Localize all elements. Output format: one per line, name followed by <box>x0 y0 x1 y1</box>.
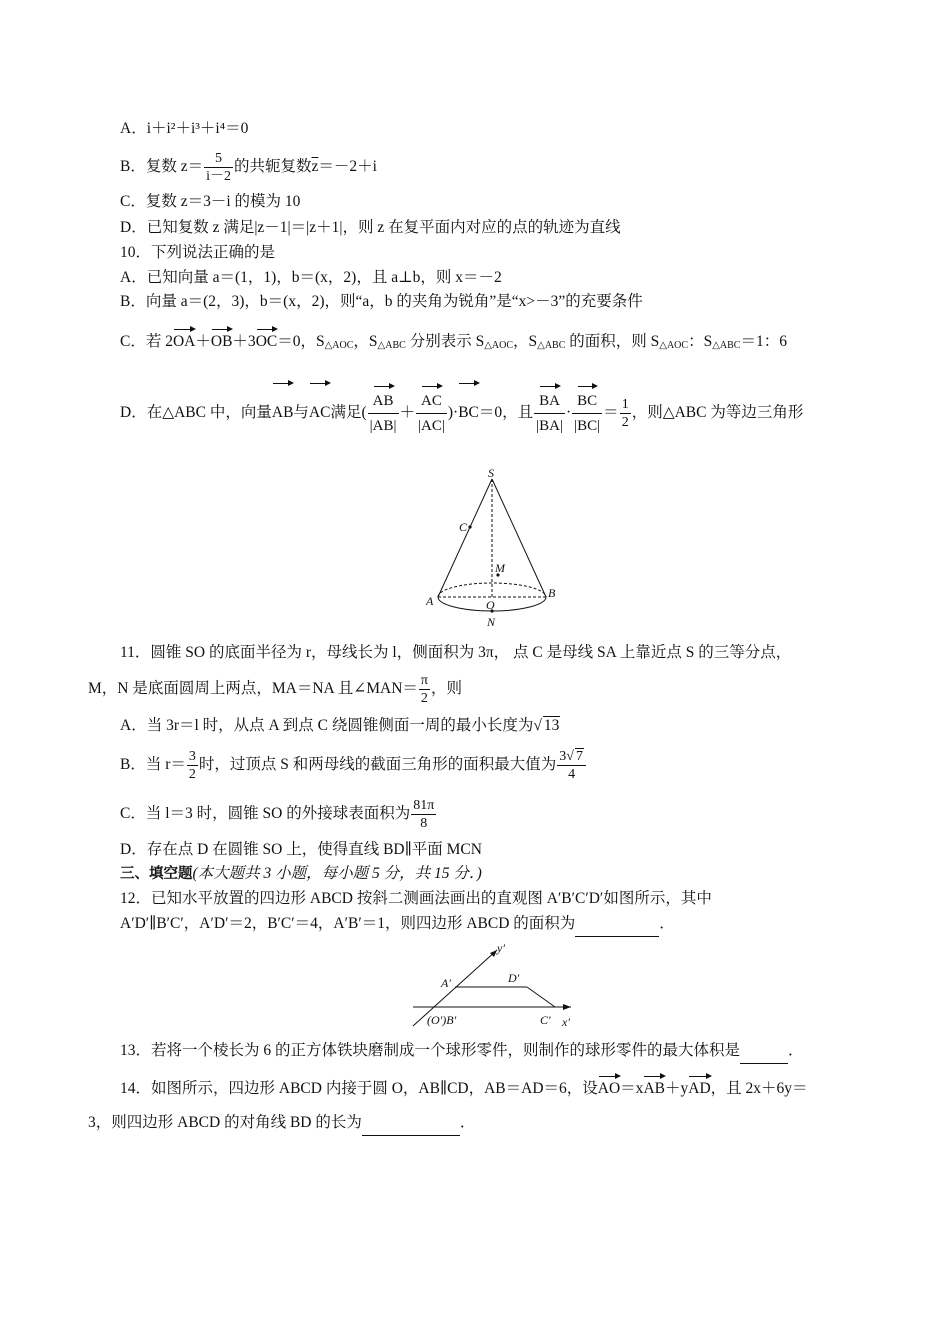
q10-c-text: ＝1：6 <box>740 333 787 350</box>
answer-blank[interactable] <box>575 916 659 937</box>
q14-line2 <box>88 1113 475 1136</box>
q10-d-frac4 <box>572 389 602 438</box>
subscript: △AOC <box>324 340 354 351</box>
label-a: A′ <box>441 976 451 990</box>
q10-d-satisfy: 满足( <box>330 404 367 421</box>
q10-d-frac2 <box>416 389 447 438</box>
q10-c-plus3: ＋3 <box>232 333 256 350</box>
q11-option-b <box>120 748 587 783</box>
label-c: C′ <box>540 1013 551 1027</box>
q13-end: ． <box>788 1042 804 1059</box>
subscript: △AOC <box>484 340 513 351</box>
q11-option-c <box>120 797 437 832</box>
cone-figure <box>420 465 570 630</box>
vector-ac: AC <box>421 389 442 413</box>
vector-ao: AO <box>597 1080 621 1097</box>
q10-d-prefix: D．在△ABC 中，向量 <box>120 404 272 421</box>
q10-option-c <box>120 332 787 356</box>
q10-option-b: B．向量 a＝(2，3)，b＝(x，2)，则“a，b 的夹角为锐角”是“x>－3”的充要条件 <box>120 293 643 310</box>
vector-ba: BA <box>539 389 560 413</box>
sqrt-7: 7 <box>575 749 583 764</box>
q11-line2-prefix: M，N 是底面圆周上两点，MA＝NA 且∠MAN＝ <box>88 680 418 698</box>
q11-option-d: D．存在点 D 在圆锥 SO 上，使得直线 BD∥平面 MCN <box>120 841 482 858</box>
label-m: M <box>495 561 505 575</box>
subscript: △ABC <box>712 340 741 351</box>
q12-text: A′D′∥B′C′，A′D′＝2，B′C′＝4，A′B′＝1，则四边形 ABCD 的面积为 <box>120 915 576 932</box>
q10-d-dot: )· <box>447 404 459 421</box>
den: 8 <box>420 816 428 831</box>
den: 2 <box>188 767 196 782</box>
q9-b-mid: 的共轭复数 <box>233 158 312 176</box>
vector-ab: AB <box>272 386 294 440</box>
q9-b-fraction <box>204 150 233 185</box>
q14-plus: ＋y <box>664 1080 689 1097</box>
vector-bc: BC <box>458 386 479 440</box>
norm-bc: |BC| <box>574 417 601 434</box>
q11-line2-post: ，则 <box>430 680 462 698</box>
q10-c-text: ：S <box>688 333 713 350</box>
q10-c-eq: ＝0，S <box>277 333 325 350</box>
vector-ab: AB <box>373 389 394 413</box>
point-c <box>468 525 471 528</box>
label-d: D′ <box>508 971 520 985</box>
q14-end: ． <box>459 1114 476 1131</box>
q11-b-prefix: B．当 r＝ <box>120 756 186 774</box>
q10-d-eq: ＝ <box>603 404 619 421</box>
vector-ad: AD <box>688 1080 711 1097</box>
q10-option-a: A．已知向量 a＝(1，1)，b＝(x，2)，且 a⊥b，则 x＝－2 <box>120 269 502 286</box>
q10-d-frac1 <box>368 389 399 438</box>
q9-b-num: 5 <box>204 150 233 168</box>
q11-b-frac <box>187 748 198 783</box>
q11-option-a: A．当 3r＝l 时，从点 A 到点 C 绕圆锥侧面一周的最小长度为√ 13 <box>120 717 560 734</box>
num: 3 <box>188 749 196 764</box>
q10-stem: 10．下列说法正确的是 <box>120 244 276 261</box>
vector-ab: AB <box>643 1080 665 1097</box>
label-c: C <box>459 520 468 534</box>
vector-ob: OB <box>210 333 233 350</box>
label-a: A <box>426 594 434 608</box>
q10-d-and: 与 <box>293 404 309 421</box>
coef: 3 <box>559 749 567 764</box>
q12-end: ． <box>659 915 675 932</box>
vector-bc: BC <box>577 389 597 413</box>
subscript: △AOC <box>659 340 689 351</box>
q9-option-a: A．i＋i²＋i³＋i⁴＝0 <box>120 120 249 137</box>
section-note: (本大题共 3 小题，每小题 5 分，共 15 分．) <box>192 865 482 882</box>
q10-d-post: ，则△ABC 为等边三角形 <box>631 404 804 421</box>
half-den: 2 <box>621 414 629 430</box>
q10-d-half <box>620 396 631 431</box>
q11-b-mid: 时，过顶点 S 和两母线的截面三角形的面积最大值为 <box>198 756 557 774</box>
answer-blank[interactable] <box>740 1043 788 1064</box>
q12-line1: 12．已知水平放置的四边形 ABCD 按斜二测画法画出的直观图 A′B′C′D′如图所示，其中 <box>120 890 712 907</box>
answer-blank[interactable] <box>362 1115 460 1136</box>
q10-option-d <box>120 386 803 440</box>
q10-c-plus: ＋ <box>195 333 211 350</box>
den: 4 <box>568 767 576 782</box>
q11-b-answer: $\frac{3√ 7}{4}$ <box>557 748 586 783</box>
q9-b-zbar: $\overline{z}$ <box>311 158 319 176</box>
norm-ac: |AC| <box>418 417 445 434</box>
q10-c-text: ，S <box>353 333 378 350</box>
q9-b-post: ＝－2＋i <box>318 158 377 176</box>
section-title: 三、填空题 <box>120 866 193 882</box>
vector-oa: OA <box>172 333 196 350</box>
label-x: x′ <box>562 1015 570 1029</box>
q11-a-prefix: A．当 3r＝l 时，从点 A 到点 C 绕圆锥侧面一周的最小长度为 <box>120 717 534 734</box>
q11-c-frac <box>411 797 436 832</box>
q10-c-prefix: C．若 2 <box>120 333 173 350</box>
section-3-header <box>120 864 482 884</box>
q9-option-c: C．复数 z＝3－i 的模为 10 <box>120 193 301 210</box>
q13-text: 13．若将一个棱长为 6 的正方体铁块磨制成一个球形零件，则制作的球形零件的最大体积是 <box>120 1042 741 1059</box>
subscript: △ABC <box>537 340 566 351</box>
q9-option-b <box>120 150 377 185</box>
q13 <box>120 1041 804 1064</box>
q10-d-cdot: · <box>565 404 572 421</box>
norm-ba: |BA| <box>536 417 563 434</box>
q10-d-zero: ＝0，且 <box>478 404 534 421</box>
subscript: △ABC <box>377 340 406 351</box>
q10-d-frac3 <box>534 389 565 438</box>
label-b: B <box>548 586 556 600</box>
label-o-b: (O′)B′ <box>427 1013 457 1027</box>
num: 81π <box>413 798 435 813</box>
vector-oc: OC <box>255 333 278 350</box>
pi: π <box>420 673 428 688</box>
sqrt-13: 13 <box>543 717 560 734</box>
q11-c-prefix: C．当 l＝3 时，圆锥 SO 的外接球表面积为 <box>120 805 411 823</box>
oblique-drawing-figure <box>405 940 585 1030</box>
q11-line1: 11．圆锥 SO 的底面半径为 r，母线长为 l，侧面积为 3π， 点 C 是母线 SA 上靠近点 S 的三等分点， <box>120 644 792 661</box>
q11-line2 <box>88 672 462 707</box>
half-num: 1 <box>621 396 629 412</box>
q11-angle-fraction <box>419 672 430 707</box>
q14-line1 <box>120 1079 808 1099</box>
label-s: S <box>488 466 494 480</box>
label-o: O <box>486 598 495 612</box>
x-arrow <box>563 1004 571 1010</box>
q10-c-text: 的面积，则 S <box>565 333 660 350</box>
label-y: y′ <box>497 941 505 955</box>
cone-generatrix-sb <box>492 479 546 597</box>
norm-ab: |AB| <box>369 417 397 434</box>
q14-eq: ＝x <box>620 1080 644 1097</box>
q10-c-text: 分别表示 S <box>405 333 485 350</box>
segment-dc <box>527 987 555 1007</box>
q12-line2 <box>120 914 675 937</box>
q10-d-plus: ＋ <box>399 404 416 421</box>
q9-b-prefix: B．复数 z＝ <box>120 158 204 176</box>
q9-b-den: i－2 <box>206 169 231 184</box>
q14-prefix: 14．如图所示，四边形 ABCD 内接于圆 O，AB∥CD，AB＝AD＝6，设 <box>120 1080 598 1097</box>
q14-text: 3，则四边形 ABCD 的对角线 BD 的长为 <box>88 1114 362 1131</box>
q9-option-d: D．已知复数 z 满足|z－1|＝|z＋1|，则 z 在复平面内对应的点的轨迹为直线 <box>120 219 621 236</box>
label-n: N <box>487 615 496 629</box>
q14-post: ，且 2x＋6y＝ <box>710 1080 808 1097</box>
two: 2 <box>420 691 428 706</box>
cone-generatrix-sa <box>438 479 492 597</box>
vector-ac: AC <box>309 386 331 440</box>
q10-c-text: ，S <box>513 333 538 350</box>
